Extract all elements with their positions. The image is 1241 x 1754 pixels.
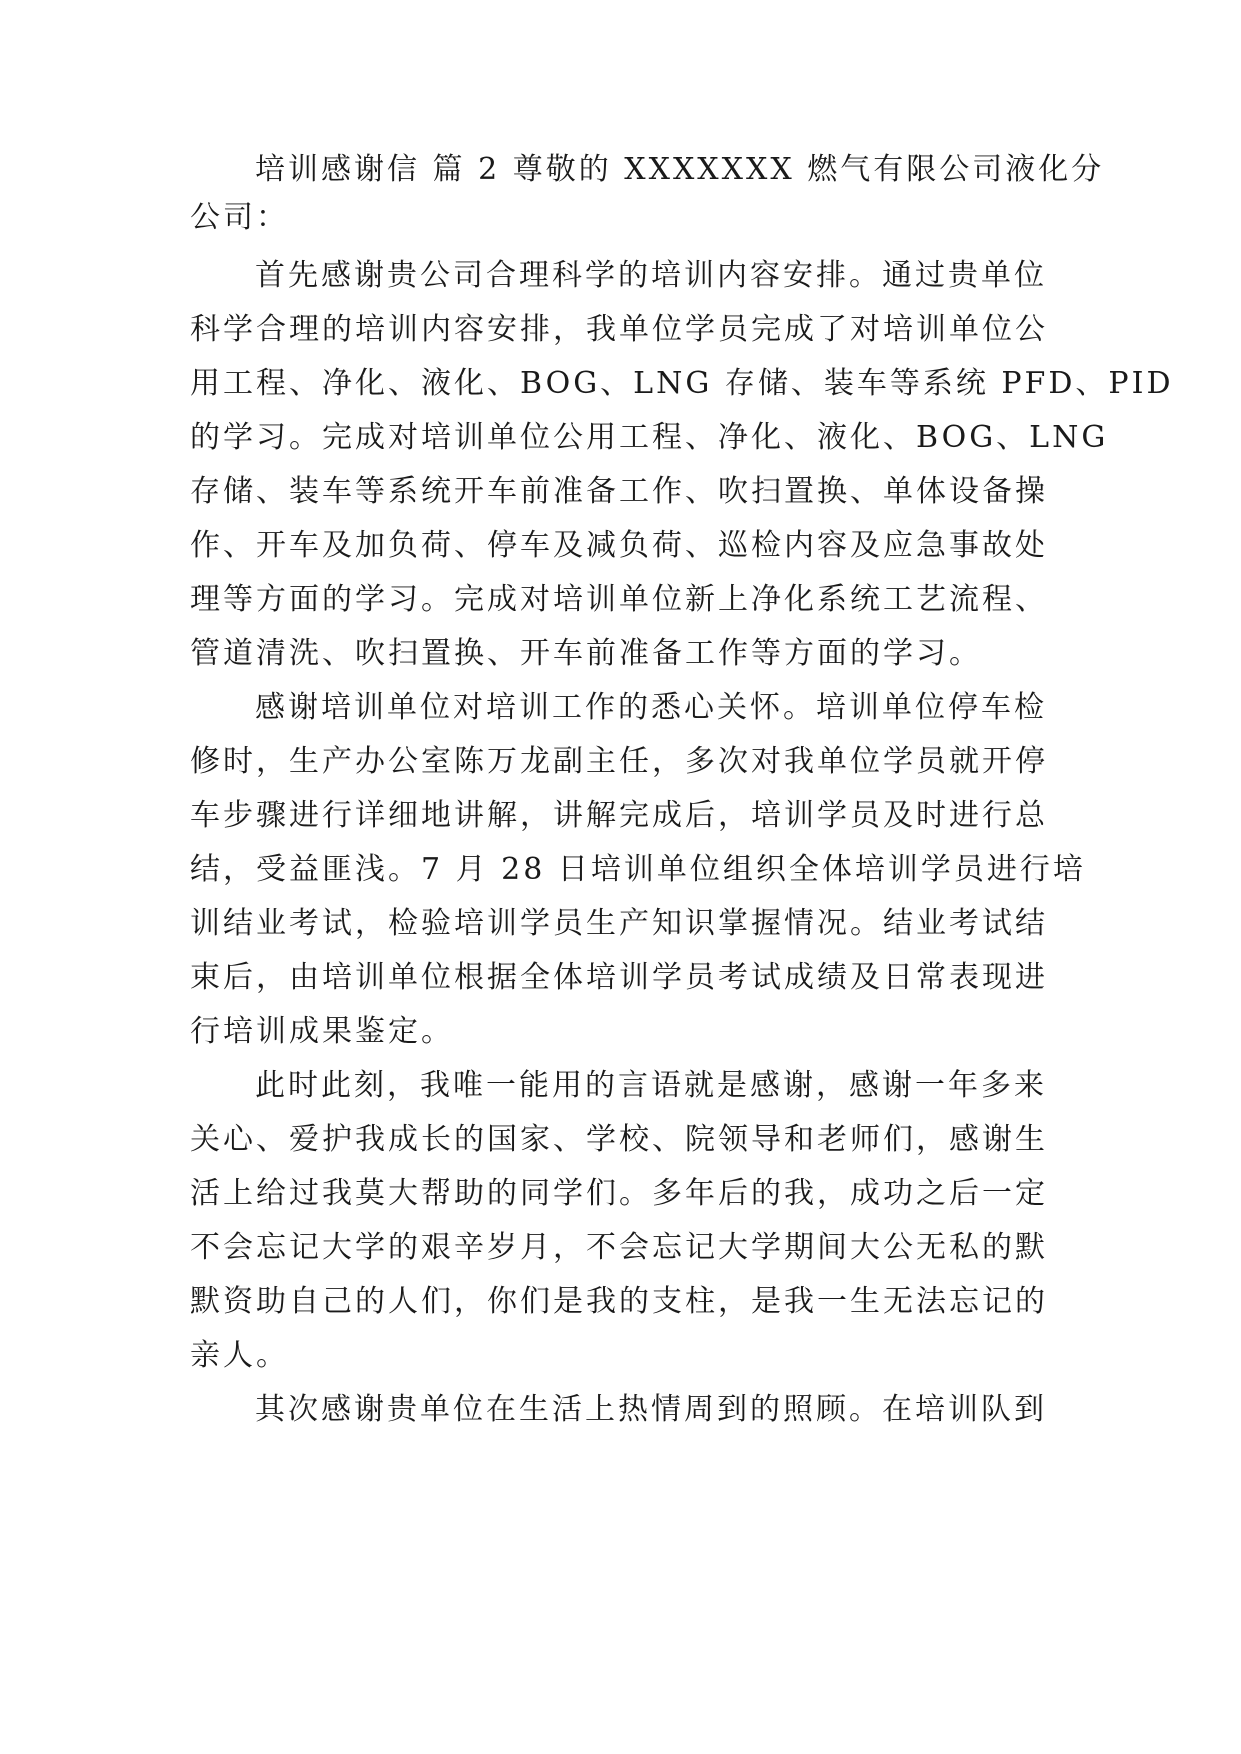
text-line: 用工程、净化、液化、BOG、LNG 存储、装车等系统 PFD、PID	[190, 366, 1174, 401]
text-line: 默资助自己的人们，你们是我的支柱，是我一生无法忘记的	[190, 1284, 1048, 1319]
text-line: 培训感谢信 篇 2 尊敬的 XXXXXXX 燃气有限公司液化分	[255, 152, 1105, 187]
text-line: 行培训成果鉴定。	[190, 1014, 454, 1049]
text-line: 理等方面的学习。完成对培训单位新上净化系统工艺流程、	[190, 582, 1048, 617]
text-line: 首先感谢贵公司合理科学的培训内容安排。通过贵单位	[255, 258, 1047, 293]
text-line: 不会忘记大学的艰辛岁月，不会忘记大学期间大公无私的默	[190, 1230, 1048, 1265]
text-line: 其次感谢贵单位在生活上热情周到的照顾。在培训队到	[255, 1392, 1047, 1427]
text-line: 作、开车及加负荷、停车及减负荷、巡检内容及应急事故处	[190, 528, 1048, 563]
text-line: 车步骤进行详细地讲解，讲解完成后，培训学员及时进行总	[190, 798, 1048, 833]
text-line: 公司：	[190, 200, 289, 235]
text-line: 存储、装车等系统开车前准备工作、吹扫置换、单体设备操	[190, 474, 1048, 509]
text-line: 修时，生产办公室陈万龙副主任，多次对我单位学员就开停	[190, 744, 1048, 779]
text-line: 的学习。完成对培训单位公用工程、净化、液化、BOG、LNG	[190, 420, 1109, 455]
text-line: 此时此刻，我唯一能用的言语就是感谢，感谢一年多来	[255, 1068, 1047, 1103]
text-line: 关心、爱护我成长的国家、学校、院领导和老师们，感谢生	[190, 1122, 1048, 1157]
text-line: 结，受益匪浅。7 月 28 日培训单位组织全体培训学员进行培	[190, 852, 1086, 887]
text-line: 亲人。	[190, 1338, 289, 1373]
text-line: 训结业考试，检验培训学员生产知识掌握情况。结业考试结	[190, 906, 1048, 941]
text-line: 科学合理的培训内容安排，我单位学员完成了对培训单位公	[190, 312, 1048, 347]
text-line: 活上给过我莫大帮助的同学们。多年后的我，成功之后一定	[190, 1176, 1048, 1211]
text-line: 感谢培训单位对培训工作的悉心关怀。培训单位停车检	[255, 690, 1047, 725]
text-line: 管道清洗、吹扫置换、开车前准备工作等方面的学习。	[190, 636, 982, 671]
text-line: 束后，由培训单位根据全体培训学员考试成绩及日常表现进	[190, 960, 1048, 995]
